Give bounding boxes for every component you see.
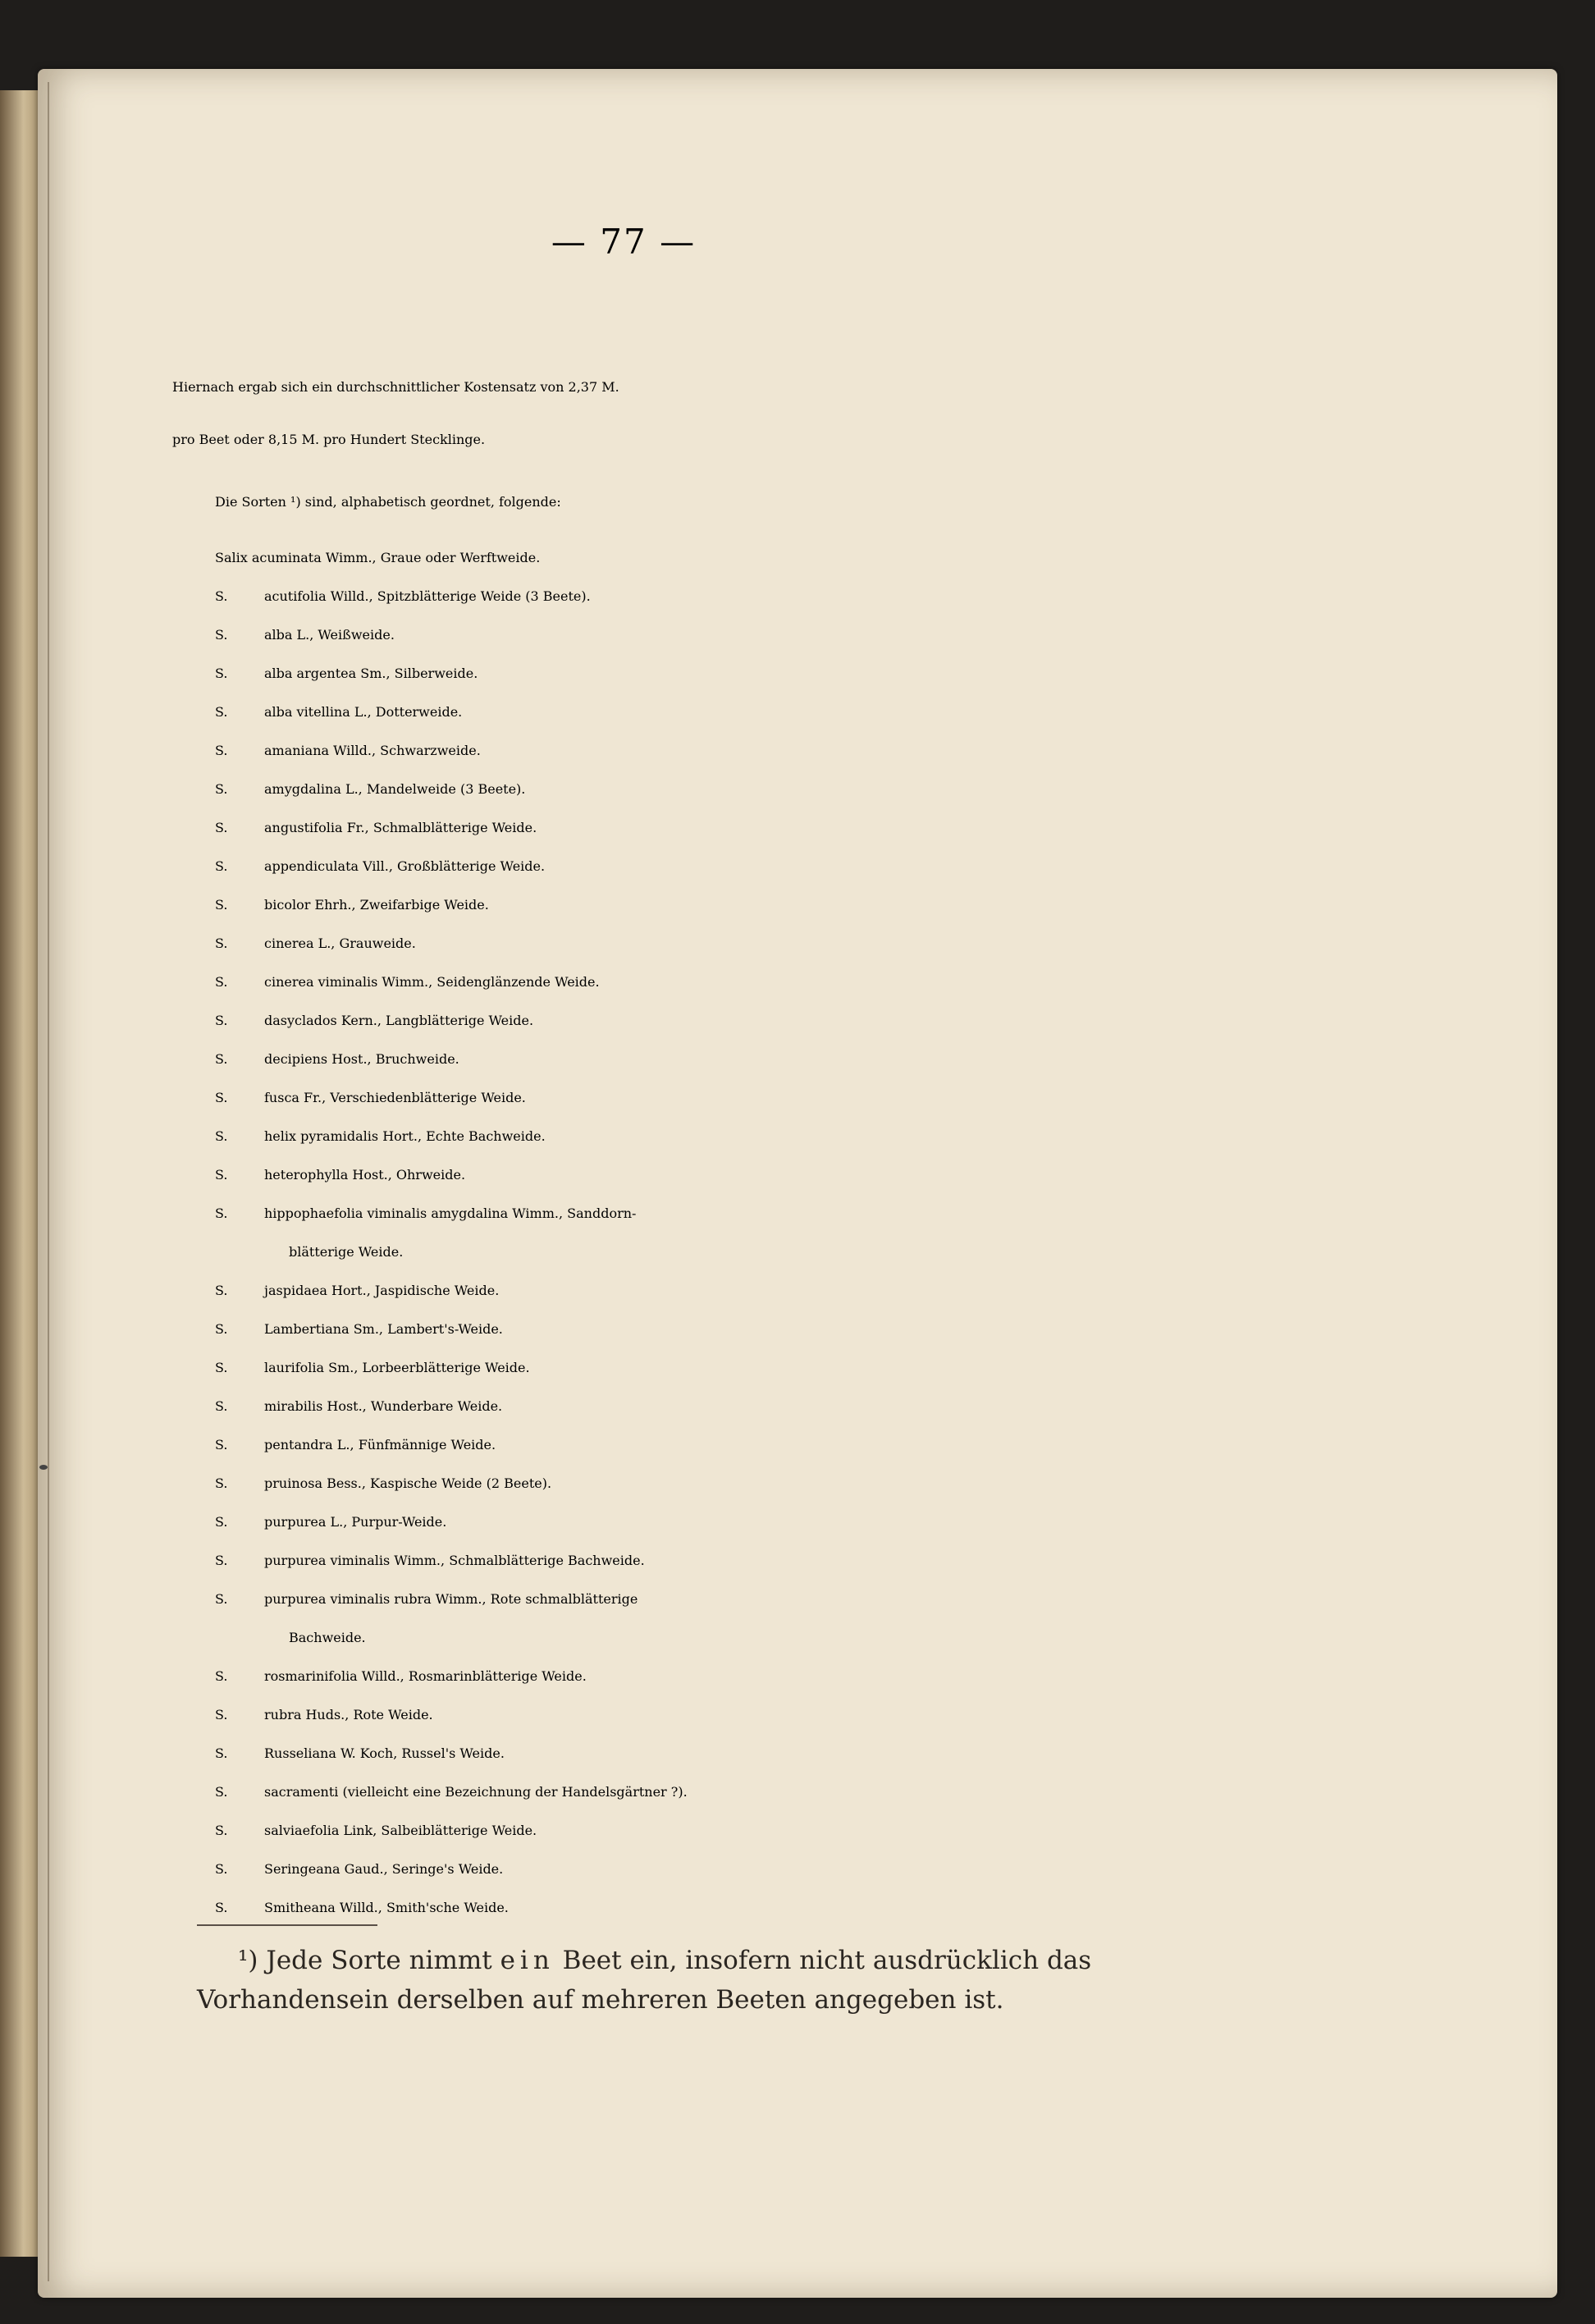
footnote-rule — [197, 1924, 377, 1926]
genus-abbreviation: S. — [215, 1668, 228, 1684]
genus-abbreviation: S. — [215, 743, 228, 758]
genus-abbreviation: S. — [215, 1398, 228, 1414]
species-text: acutifolia Willd., Spitzblätterige Weide (3 Beete). — [264, 588, 591, 604]
intro-line-2: pro Beet oder 8,15 M. pro Hundert Stecklinge. — [172, 432, 486, 447]
genus-abbreviation: S. — [215, 1475, 228, 1491]
genus-abbreviation: S. — [215, 858, 228, 874]
genus-abbreviation: S. — [215, 666, 228, 681]
genus-abbreviation: S. — [215, 1784, 228, 1800]
page-number: — 77 — — [551, 222, 697, 262]
species-entry — [215, 770, 1232, 808]
footnote-spaced-word: ein — [500, 1946, 555, 1975]
species-text: purpurea viminalis rubra Wimm., Rote schmalblätterige — [264, 1591, 638, 1607]
gutter-shadow — [48, 82, 49, 2281]
species-entry — [215, 615, 1232, 654]
species-text: cinerea viminalis Wimm., Seidenglänzende Weide. — [264, 974, 600, 990]
species-text: bicolor Ehrh., Zweifarbige Weide. — [264, 897, 489, 913]
species-text: cinerea L., Grauweide. — [264, 936, 416, 951]
species-entry — [215, 1580, 1232, 1618]
species-entry — [215, 1503, 1232, 1541]
continuation-text: Bachweide. — [289, 1630, 366, 1645]
genus-abbreviation: S. — [215, 781, 228, 797]
species-text: alba argentea Sm., Silberweide. — [264, 666, 478, 681]
footnote-part-1: Jede Sorte nimmt — [266, 1946, 492, 1975]
genus-abbreviation: S. — [215, 1051, 228, 1067]
species-text: hippophaefolia viminalis amygdalina Wimm., Sanddorn- — [264, 1205, 637, 1221]
genus-abbreviation: S. — [215, 1707, 228, 1722]
species-text: alba L., Weißweide. — [264, 627, 395, 643]
species-text: appendiculata Vill., Großblätterige Weide. — [264, 858, 546, 874]
species-entry — [215, 1425, 1232, 1464]
genus-abbreviation: S. — [215, 1861, 228, 1877]
genus-abbreviation: S. — [215, 1591, 228, 1607]
species-text: rosmarinifolia Willd., Rosmarinblätterige Weide. — [264, 1668, 587, 1684]
species-continuation — [215, 1233, 1232, 1271]
species-text: Smitheana Willd., Smith'sche Weide. — [264, 1900, 509, 1915]
footnote — [197, 1941, 1206, 2020]
genus-abbreviation: S. — [215, 1514, 228, 1530]
genus-abbreviation: S. — [215, 1437, 228, 1452]
species-entry — [215, 577, 1232, 615]
species-text: decipiens Host., Bruchweide. — [264, 1051, 459, 1067]
species-entry — [215, 1734, 1232, 1773]
genus-abbreviation: S. — [215, 1321, 228, 1337]
species-entry — [215, 808, 1232, 847]
species-text: Lambertiana Sm., Lambert's-Weide. — [264, 1321, 503, 1337]
intro-paragraph — [172, 361, 1190, 466]
species-entry — [215, 1117, 1232, 1155]
species-text: pruinosa Bess., Kaspische Weide (2 Beete). — [264, 1475, 552, 1491]
species-text: dasyclados Kern., Langblätterige Weide. — [264, 1013, 534, 1028]
genus-abbreviation: S. — [215, 1745, 228, 1761]
species-entry — [215, 1888, 1232, 1927]
species-entry — [215, 885, 1232, 924]
species-text: Russeliana W. Koch, Russel's Weide. — [264, 1745, 505, 1761]
species-text: sacramenti (vielleicht eine Bezeichnung der Handelsgärtner ?). — [264, 1784, 688, 1800]
species-entry — [215, 1811, 1232, 1850]
species-entry — [215, 1348, 1232, 1387]
footnote-part-2: Beet ein, insofern nicht ausdrücklich das — [562, 1946, 1092, 1975]
genus-abbreviation: S. — [215, 1283, 228, 1298]
species-text: amaniana Willd., Schwarzweide. — [264, 743, 481, 758]
species-entry — [215, 963, 1232, 1001]
species-entry — [215, 847, 1232, 885]
genus-abbreviation: S. — [215, 1167, 228, 1183]
genus-abbreviation: S. — [215, 974, 228, 990]
species-text: helix pyramidalis Hort., Echte Bachweide. — [264, 1128, 546, 1144]
species-entry — [215, 1078, 1232, 1117]
genus-abbreviation: S. — [215, 704, 228, 720]
adjacent-page-edge — [0, 90, 43, 2257]
species-entry — [215, 1541, 1232, 1580]
species-text: salviaefolia Link, Salbeiblätterige Weide. — [264, 1823, 537, 1838]
species-text: rubra Huds., Rote Weide. — [264, 1707, 433, 1722]
genus-abbreviation: S. — [215, 1360, 228, 1375]
species-entry — [215, 1773, 1232, 1811]
species-entry — [215, 693, 1232, 731]
species-text: angustifolia Fr., Schmalblätterige Weide. — [264, 820, 537, 835]
footnote-line-2: Vorhandensein derselben auf mehreren Beeten angegeben ist. — [197, 1985, 1004, 2015]
species-entry — [215, 1695, 1232, 1734]
page-speck — [39, 1465, 48, 1470]
genus-abbreviation: S. — [215, 1205, 228, 1221]
genus-abbreviation: S. — [215, 1900, 228, 1915]
genus-abbreviation: S. — [215, 897, 228, 913]
genus-abbreviation: S. — [215, 936, 228, 951]
sorten-heading: Die Sorten ¹) sind, alphabetisch geordnet, folgende: — [215, 494, 561, 510]
species-entry — [215, 1387, 1232, 1425]
first-entry: Salix acuminata Wimm., Graue oder Werftweide. — [215, 550, 541, 565]
species-entry — [215, 1271, 1232, 1310]
species-entry — [215, 1310, 1232, 1348]
species-entry — [215, 1001, 1232, 1040]
species-text: heterophylla Host., Ohrweide. — [264, 1167, 466, 1183]
intro-line-1: Hiernach ergab sich ein durchschnittlicher Kostensatz von 2,37 M. — [172, 379, 619, 395]
species-entry — [215, 1657, 1232, 1695]
genus-abbreviation: S. — [215, 1090, 228, 1105]
species-list — [215, 577, 1232, 1927]
genus-abbreviation: S. — [215, 1128, 228, 1144]
species-text: fusca Fr., Verschiedenblätterige Weide. — [264, 1090, 526, 1105]
species-text: purpurea viminalis Wimm., Schmalblätterige Bachweide. — [264, 1553, 645, 1568]
species-entry — [215, 1040, 1232, 1078]
continuation-text: blätterige Weide. — [289, 1244, 404, 1260]
species-text: purpurea L., Purpur-Weide. — [264, 1514, 447, 1530]
species-text: jaspidaea Hort., Jaspidische Weide. — [264, 1283, 500, 1298]
genus-abbreviation: S. — [215, 1823, 228, 1838]
genus-abbreviation: S. — [215, 1553, 228, 1568]
genus-abbreviation: S. — [215, 627, 228, 643]
species-entry — [215, 1194, 1232, 1233]
species-text: Seringeana Gaud., Seringe's Weide. — [264, 1861, 504, 1877]
genus-abbreviation: S. — [215, 1013, 228, 1028]
species-entry — [215, 1850, 1232, 1888]
species-text: laurifolia Sm., Lorbeerblätterige Weide. — [264, 1360, 530, 1375]
species-entry — [215, 654, 1232, 693]
genus-abbreviation: S. — [215, 588, 228, 604]
species-text: mirabilis Host., Wunderbare Weide. — [264, 1398, 503, 1414]
species-text: pentandra L., Fünfmännige Weide. — [264, 1437, 496, 1452]
species-text: alba vitellina L., Dotterweide. — [264, 704, 463, 720]
species-entry — [215, 1155, 1232, 1194]
footnote-marker: ¹) — [238, 1946, 258, 1975]
species-entry — [215, 924, 1232, 963]
species-text: amygdalina L., Mandelweide (3 Beete). — [264, 781, 526, 797]
species-continuation — [215, 1618, 1232, 1657]
species-entry — [215, 731, 1232, 770]
species-entry — [215, 1464, 1232, 1503]
genus-abbreviation: S. — [215, 820, 228, 835]
